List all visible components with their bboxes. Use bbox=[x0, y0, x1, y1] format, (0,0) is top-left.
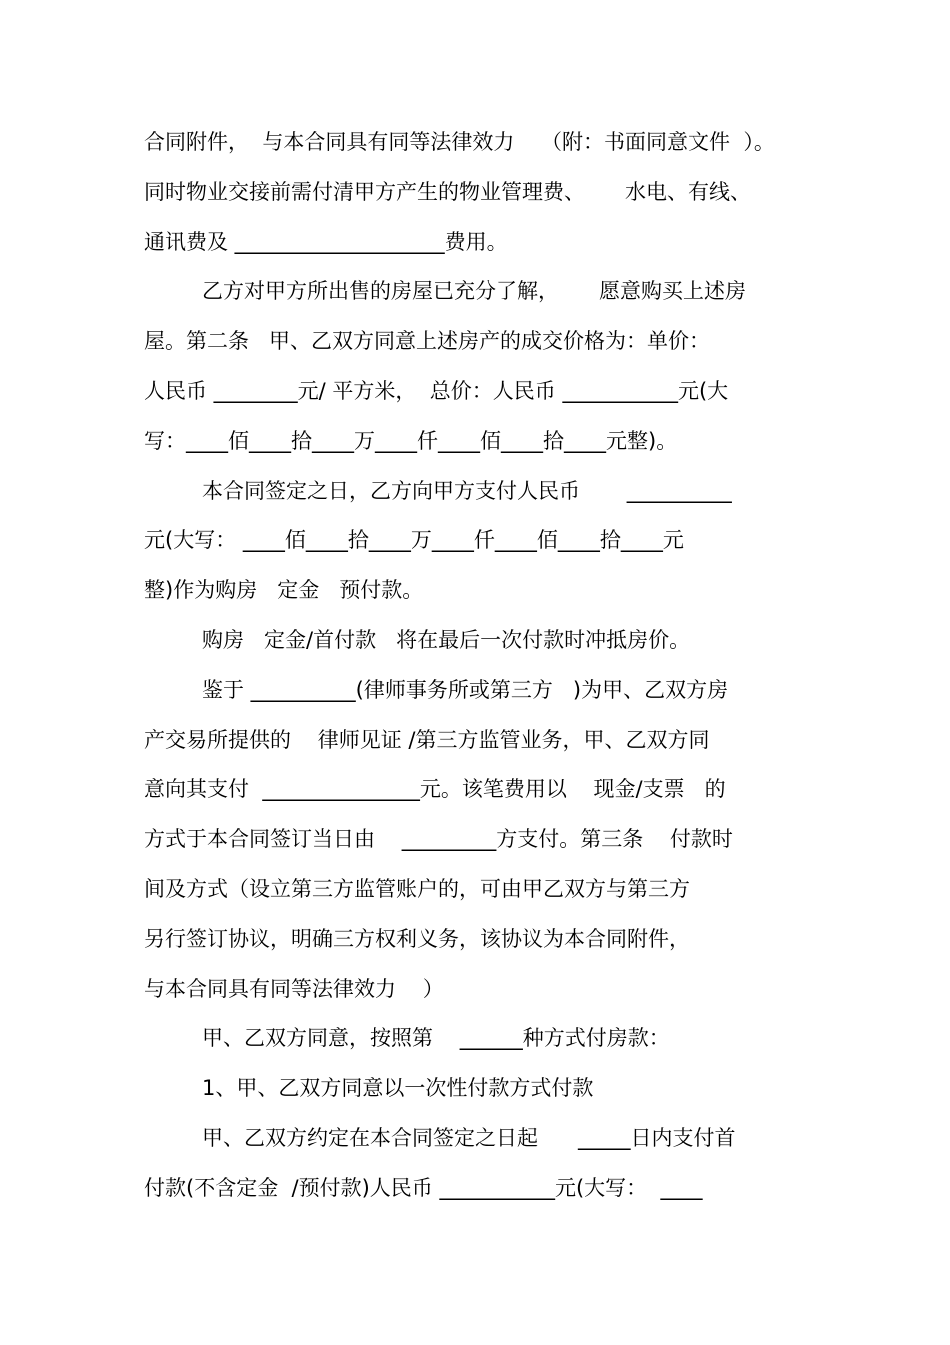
text-line: 产交易所提供的 律师见证 /第三方监管业务，甲、乙双方同 bbox=[144, 727, 710, 752]
text-line: 另行签订协议，明确三方权利义务，该协议为本合同附件， bbox=[144, 926, 690, 951]
text-line: 整)作为购房 定金 预付款。 bbox=[144, 578, 424, 603]
text-line: 通讯费及 ____________________费用。 bbox=[144, 229, 508, 254]
text-line: 写：____佰____拾____万____仟____佰____拾____元整)。 bbox=[144, 428, 678, 453]
text-line: 意向其支付 _______________元。该笔费用以 现金/支票 的 bbox=[144, 777, 726, 802]
text-line: 间及方式（设立第三方监管账户的，可由甲乙双方与第三方 bbox=[144, 876, 690, 901]
paragraph-start-line: 乙方对甲方所出售的房屋已充分了解， 愿意购买上述房 bbox=[202, 279, 747, 304]
paragraph-start-line: 鉴于 __________(律师事务所或第三方 )为甲、乙双方房 bbox=[202, 677, 729, 702]
text-line: 与本合同具有同等法律效力 ） bbox=[144, 976, 444, 1001]
paragraph-start-line: 购房 定金/首付款 将在最后一次付款时冲抵房价。 bbox=[202, 627, 691, 652]
text-line: 同时物业交接前需付清甲方产生的物业管理费、 水电、有线、 bbox=[144, 179, 752, 204]
document-body bbox=[144, 118, 824, 1214]
text-line: 合同附件， 与本合同具有同等法律效力 （附：书面同意文件 ）。 bbox=[144, 130, 775, 154]
text-line: 方式于本合同签订当日由 _________方支付。第三条 付款时 bbox=[144, 827, 733, 852]
paragraph-start-line: 甲、乙双方同意，按照第 ______种方式付房款： bbox=[202, 1026, 670, 1051]
paragraph-start-line: 本合同签定之日，乙方向甲方支付人民币 __________ bbox=[202, 478, 732, 503]
text-line: 元(大写： ____佰____拾____万____仟____佰____拾____元 bbox=[144, 528, 684, 553]
paragraph-start-line: 甲、乙双方约定在本合同签定之日起 _____日内支付首 bbox=[202, 1125, 736, 1150]
paragraph-start-line: 1、甲、乙双方同意以一次性付款方式付款 bbox=[202, 1076, 594, 1101]
text-line: 人民币 ________元/ 平方米， 总价：人民币 ___________元(大 bbox=[144, 378, 729, 403]
text-line: 付款(不含定金 /预付款)人民币 ___________元(大写： ____ bbox=[144, 1175, 703, 1200]
text-line: 屋。第二条 甲、乙双方同意上述房产的成交价格为：单价： bbox=[144, 329, 711, 354]
